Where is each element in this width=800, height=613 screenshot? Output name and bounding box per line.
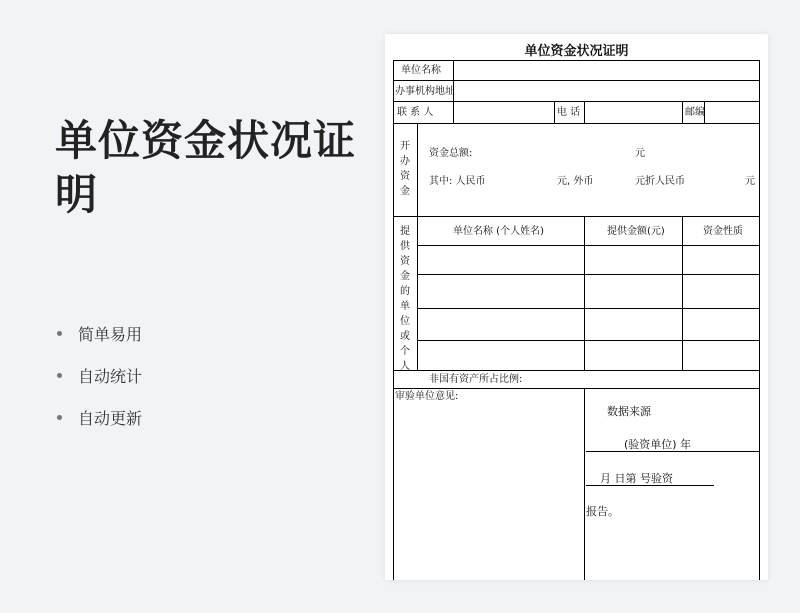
row-line xyxy=(417,245,760,246)
col-unit-name: 单位名称 (个人姓名) xyxy=(453,226,544,237)
non-state-ratio-label: 非国有资产所占比例: xyxy=(429,374,523,385)
bullet-icon xyxy=(57,415,62,420)
office-address-label: 办事机构地址 xyxy=(395,86,455,97)
bullet-icon xyxy=(57,331,62,336)
col-line xyxy=(584,388,585,580)
row-line xyxy=(393,388,760,389)
col-line xyxy=(554,101,555,123)
col-line xyxy=(682,216,683,370)
row-line xyxy=(393,80,760,81)
row-line xyxy=(393,123,760,124)
col-line xyxy=(682,101,683,123)
row-line xyxy=(417,340,760,341)
contact-label: 联 系 人 xyxy=(397,107,434,118)
row-line xyxy=(417,308,760,309)
feature-item xyxy=(55,312,142,354)
document-title: 单位资金状况证明 xyxy=(524,44,629,59)
postcode-label: 邮编 xyxy=(685,107,705,118)
yuan-label: 元 xyxy=(745,176,755,187)
table-border-top xyxy=(393,60,760,61)
banner-title: 单位资金状况证明 xyxy=(55,116,357,219)
row-line xyxy=(417,274,760,275)
col-line xyxy=(417,123,418,370)
yuan-label: 元 xyxy=(635,148,645,159)
feature-list xyxy=(55,312,142,438)
yuan-converted-label: 元折人民币 xyxy=(635,176,685,187)
report-text: 报告。 xyxy=(586,505,619,518)
col-nature: 资金性质 xyxy=(703,226,743,237)
row-line xyxy=(393,216,760,217)
audit-opinion-label: 审验单位意见: xyxy=(395,391,459,402)
feature-label: 自动统计 xyxy=(78,366,143,386)
col-line xyxy=(584,101,585,123)
opening-funds-label: 开办资金 xyxy=(400,141,410,197)
document-preview xyxy=(385,34,768,580)
bullet-icon xyxy=(57,373,62,378)
unit-name-label: 单位名称 xyxy=(401,65,441,76)
yuan-foreign-label: 元, 外币 xyxy=(557,176,594,187)
audit-unit-year: (验资单位) 年 xyxy=(586,439,759,452)
month-day-text: 月 日第 号验资 xyxy=(586,473,714,486)
feature-item xyxy=(55,354,142,396)
phone-label: 电 话 xyxy=(557,107,581,118)
row-line xyxy=(393,370,760,371)
col-amount: 提供金额(元) xyxy=(607,226,665,237)
total-funds-label: 资金总额: xyxy=(429,148,473,159)
table-border-left xyxy=(393,60,394,580)
data-source-text: 数据来源 xyxy=(607,405,651,418)
table-border-right xyxy=(759,60,760,580)
feature-label: 简单易用 xyxy=(78,324,143,344)
feature-item xyxy=(55,396,142,438)
provider-label: 提供资金的单位或个人 xyxy=(400,226,410,372)
feature-label: 自动更新 xyxy=(78,408,143,428)
among-rmb-label: 其中: 人民币 xyxy=(429,176,486,187)
col-line xyxy=(584,216,585,370)
